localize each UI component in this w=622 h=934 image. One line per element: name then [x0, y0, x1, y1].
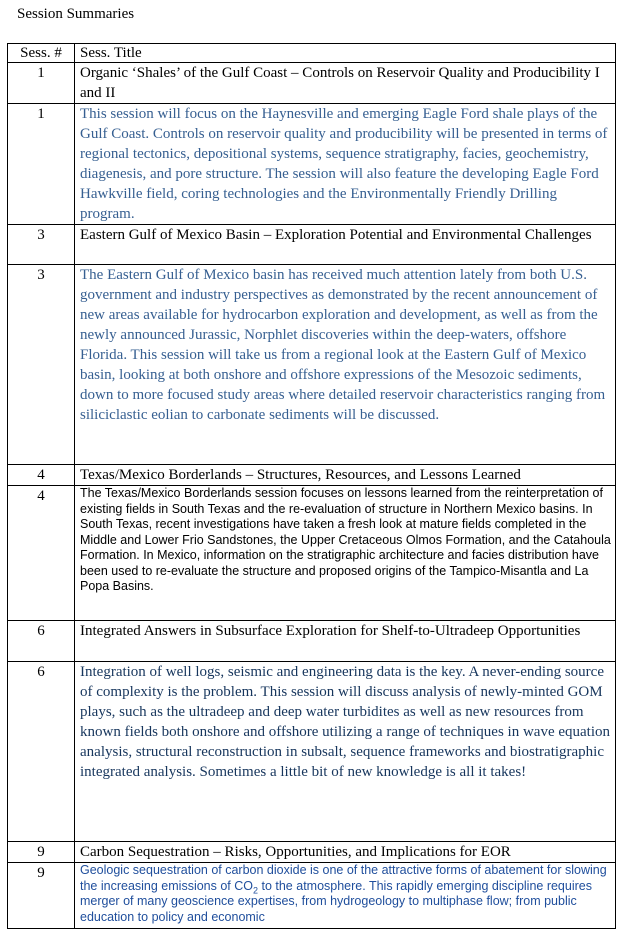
header-session-number: Sess. #	[8, 44, 75, 63]
co2-subscript: 2	[253, 885, 259, 895]
session-description: This session will focus on the Haynesville and emerging Eagle Ford shale plays of the Gulf Coast. Controls on reservoir quality and producibility will be presented in terms of regional tectonics, depositional systems, sequence stratigraphy, facies, geochemistry, diagenesis, and pore structure. The session will also feature the developing Eagle Ford Hawkville field, coring technologies and the Environmentally Friendly Drilling program.	[75, 104, 616, 225]
table-row	[8, 863, 616, 929]
session-number: 4	[8, 486, 75, 621]
description-text-before: Geologic sequestration of carbon dioxide is one of the attractive forms of abatement for slowing the increasing emissions of CO	[80, 863, 607, 893]
description-text-after: to the atmosphere. This rapidly emerging discipline requires merger of many geoscience expertises, from hydrogeology to multiphase flow; from public education to policy and economic	[80, 878, 592, 924]
session-title: Carbon Sequestration – Risks, Opportunities, and Implications for EOR	[75, 842, 616, 863]
table-row	[8, 842, 616, 863]
session-title: Organic ‘Shales’ of the Gulf Coast – Controls on Reservoir Quality and Producibility I and II	[75, 63, 616, 104]
table-row	[8, 225, 616, 265]
header-session-title: Sess. Title	[75, 44, 616, 63]
session-title: Eastern Gulf of Mexico Basin – Exploration Potential and Environmental Challenges	[75, 225, 616, 265]
table-row	[8, 265, 616, 465]
session-description: The Eastern Gulf of Mexico basin has received much attention lately from both U.S. government and industry perspectives as demonstrated by the recent announcement of new areas available for hydrocarbon exploration and development, as well as from the newly announced Jurassic, Norphlet discoveries within the deep-waters, offshore Florida. This session will take us from a regional look at the Eastern Gulf of Mexico basin, looking at both onshore and offshore expressions of the Mesozoic sediments, down to more focused study areas where detailed reservoir characteristics ranging from siliciclastic eolian to carbonate sediments will be discussed.	[75, 265, 616, 465]
session-title: Integrated Answers in Subsurface Exploration for Shelf-to-Ultradeep Opportunities	[75, 621, 616, 662]
session-number: 1	[8, 104, 75, 225]
session-number: 6	[8, 621, 75, 662]
session-number: 4	[8, 465, 75, 486]
session-number: 3	[8, 225, 75, 265]
session-number: 1	[8, 63, 75, 104]
session-number: 9	[8, 863, 75, 929]
session-table	[7, 43, 616, 929]
page-title: Session Summaries	[17, 6, 135, 22]
table-header-row	[8, 44, 616, 63]
session-title: Texas/Mexico Borderlands – Structures, Resources, and Lessons Learned	[75, 465, 616, 486]
session-description: The Texas/Mexico Borderlands session focuses on lessons learned from the reinterpretation of existing fields in South Texas and the re-evaluation of structure in Northern Mexico basins. In South Texas, recent investigations have taken a fresh look at mature fields completed in the Middle and Lower Frio Sandstones, the Upper Cretaceous Olmos Formation, and the Catahoula Formation. In Mexico, information on the stratigraphic architecture and facies distribution have been used to re-evaluate the structure and proposed origins of the Tampico-Misantla and La Popa Basins.	[75, 486, 616, 621]
session-description	[75, 863, 616, 929]
session-description: Integration of well logs, seismic and engineering data is the key. A never-ending source of complexity is the problem. This session will discuss analysis of newly-minted GOM plays, such as the ultradeep and deep water turbidites as well as new resources from known fields both onshore and offshore utilizing a range of techniques in wave equation analysis, structural reconstruction in subsalt, sequence frameworks and biostratigraphic integrated analysis. Sometimes a little bit of new knowledge is all it takes!	[75, 662, 616, 842]
table-row	[8, 621, 616, 662]
table-row	[8, 63, 616, 104]
table-row	[8, 104, 616, 225]
table-row	[8, 662, 616, 842]
table-row	[8, 486, 616, 621]
session-number: 6	[8, 662, 75, 842]
table-row	[8, 465, 616, 486]
session-number: 9	[8, 842, 75, 863]
session-number: 3	[8, 265, 75, 465]
